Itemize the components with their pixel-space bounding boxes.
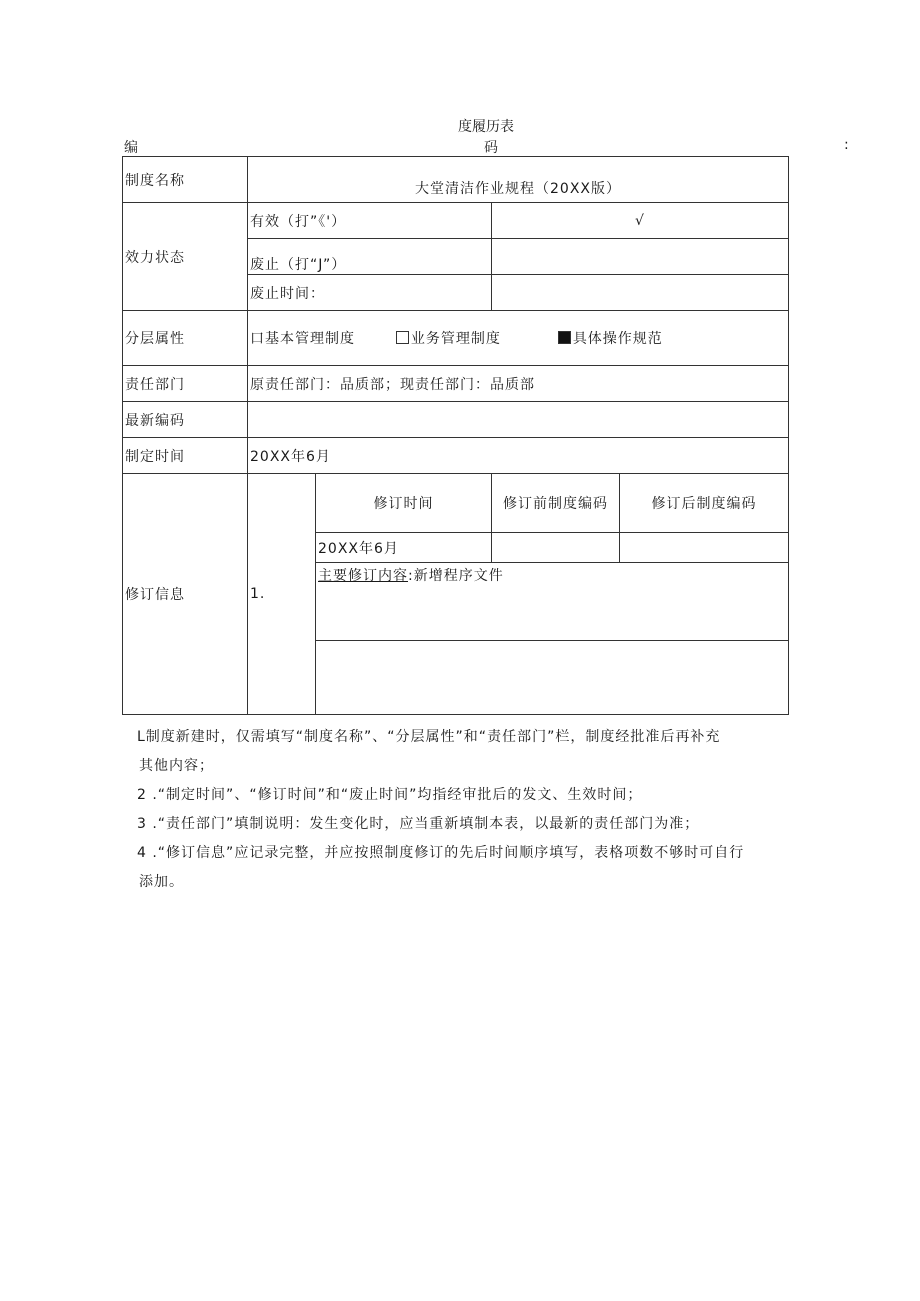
rev-before-code: [492, 533, 620, 563]
abolish-label: 废止（打“J”）: [248, 239, 492, 275]
rev-content: [316, 563, 789, 641]
layer-options: [248, 311, 789, 366]
valid-label: 有效（打”《'）: [248, 203, 492, 239]
note-line: L制度新建时，仅需填写“制度名称”、“分层属性”和“责任部门”栏，制度经批准后再补充: [137, 729, 721, 745]
rev-after-code: [620, 533, 789, 563]
layer-label: 分层属性: [123, 311, 248, 366]
notes-section: [137, 723, 857, 897]
code-label-colon: :: [844, 137, 849, 153]
latest-code-label: 最新编码: [123, 402, 248, 438]
valid-check: √: [492, 203, 789, 239]
rev-col3-header: 修订后制度编码: [620, 474, 789, 533]
abolish-time-label: 废止时间：: [248, 275, 492, 311]
note-line: 其他内容；: [139, 758, 214, 774]
dept-value: 原责任部门：品质部；现责任部门：品质部: [248, 366, 789, 402]
note-line: 4 .“修订信息”应记录完整，并应按照制度修订的先后时间顺序填写，表格项数不够时可自行: [137, 845, 745, 861]
name-value: 大堂清洁作业规程（20XX版）: [248, 157, 789, 203]
revision-index: 1.: [248, 474, 316, 715]
code-label-left: 编: [124, 140, 138, 156]
rev-time-value: 20XX年6月: [316, 533, 492, 563]
form-title: 度履历表: [458, 119, 514, 135]
note-line: 2 .“制定时间”、“修订时间”和“废止时间”均指经审批后的发文、生效时间；: [137, 787, 643, 803]
abolish-time-value: [492, 275, 789, 311]
rev-content-label: 主要修订内容: [318, 568, 408, 584]
made-time-label: 制定时间: [123, 438, 248, 474]
rev-col1-header: 修订时间: [316, 474, 492, 533]
layer-opt3: 具体操作规范: [572, 331, 663, 347]
status-label: 效力状态: [123, 203, 248, 311]
dept-label: 责任部门: [123, 366, 248, 402]
abolish-value: [492, 239, 789, 275]
layer-opt1: 基本管理制度: [265, 331, 355, 347]
checkbox-empty-icon: [396, 331, 409, 344]
revision-label: 修订信息: [123, 474, 248, 715]
code-label-mid: 码: [484, 140, 498, 156]
note-line: 3 .“责任部门”填制说明：发生变化时，应当重新填制本表，以最新的责任部门为准；: [137, 816, 700, 832]
made-time-value: 20XX年6月: [248, 438, 789, 474]
latest-code-value: [248, 402, 789, 438]
rev-blank-row: [316, 641, 789, 715]
rev-content-value: :新增程序文件: [408, 568, 504, 584]
checkbox-filled-icon: [558, 331, 571, 344]
history-form-table: [122, 156, 789, 715]
rev-col2-header: 修订前制度编码: [492, 474, 620, 533]
layer-opt1-mark: 口: [250, 331, 265, 347]
note-line: 添加。: [139, 874, 184, 890]
layer-opt2: 业务管理制度: [410, 331, 501, 347]
name-label: 制度名称: [123, 157, 248, 203]
